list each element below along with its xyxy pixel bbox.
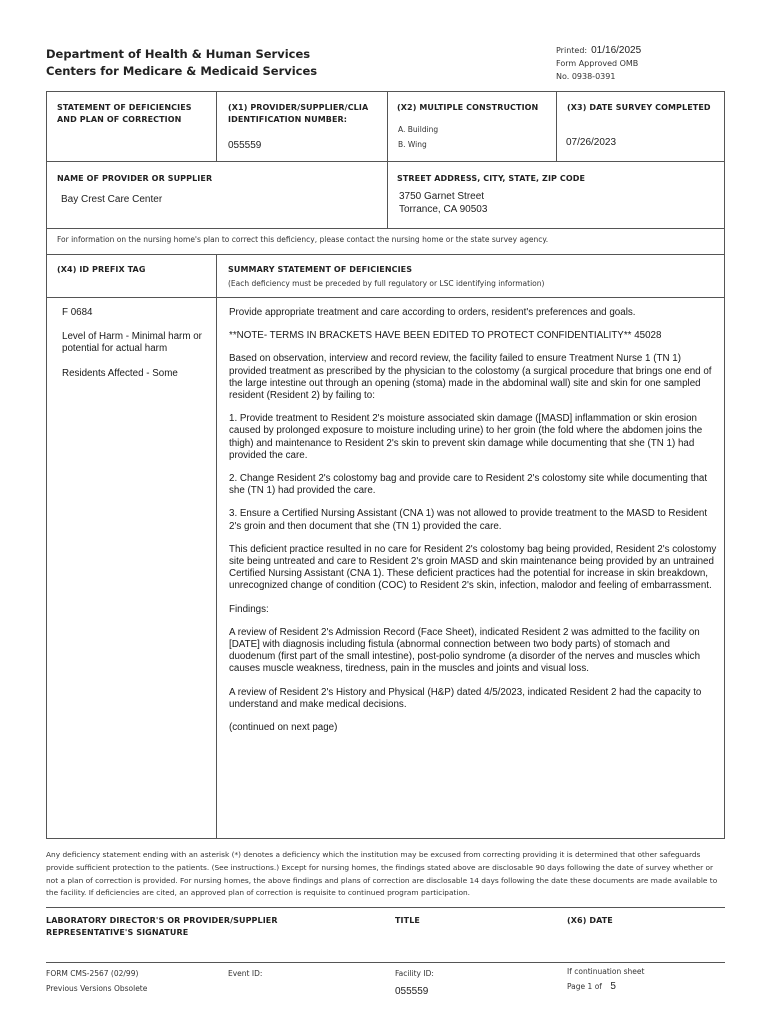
- divider: [216, 254, 217, 839]
- divider: [46, 297, 725, 298]
- printed-label: Printed:: [556, 46, 588, 55]
- form-approved: Form Approved OMB: [556, 59, 639, 68]
- summary-paragraph: 3. Ensure a Certified Nursing Assistant (CNA 1) was not allowed to provide treatment to the MASD to Resident 2's groin and then document that she (TN 1) provided the care.: [229, 508, 708, 532]
- x3-label: (X3) DATE SURVEY COMPLETED: [567, 103, 711, 112]
- level-of-harm: Level of Harm - Minimal harm or potential for actual harm: [62, 331, 202, 355]
- address-line1: 3750 Garnet Street: [399, 191, 485, 202]
- summary-paragraph: A review of Resident 2's History and Physical (H&P) dated 4/5/2023, indicated Resident 2 had the capacity to understand and make medical decisions.: [229, 686, 702, 710]
- omb-number: No. 0938-0391: [556, 72, 616, 81]
- disclaimer: Any deficiency statement ending with an asterisk (*) denotes a deficiency which the institution may be excused from correcting providing it is determined that other safeguards provide sufficient protection to the patients. (See instructions.) Except for nursing homes, the findings stated above are disclosable 90 days following the date of survey whether or not a plan of correction is provided. For nursing homes, the above findings and plans of correction are disclosable 14 days following the date these documents are made available to the facility. If deficiencies are cited, an approved plan of correction is requisite to continued program participation.: [46, 850, 718, 898]
- summary-label: SUMMARY STATEMENT OF DEFICIENCIES: [228, 265, 413, 274]
- tag-column: [62, 307, 212, 392]
- summary-statement: [229, 307, 717, 745]
- summary-paragraph: **NOTE- TERMS IN BRACKETS HAVE BEEN EDITED TO PROTECT CONFIDENTIALITY** 45028: [229, 330, 662, 342]
- summary-paragraph: Provide appropriate treatment and care according to orders, resident's preferences and goals.: [229, 307, 636, 318]
- page-indicator: [567, 980, 616, 993]
- x2-label: (X2) MULTIPLE CONSTRUCTION: [397, 103, 539, 112]
- previous-versions: Previous Versions Obsolete: [46, 984, 148, 993]
- printed-line: [556, 44, 641, 57]
- divider: [216, 91, 217, 161]
- department-title: Department of Health & Human Services: [46, 47, 311, 61]
- address-label: STREET ADDRESS, CITY, STATE, ZIP CODE: [397, 174, 586, 183]
- divider: [46, 228, 725, 229]
- statement-label: STATEMENT OF DEFICIENCIES AND PLAN OF CORRECTION: [57, 103, 192, 124]
- divider: [46, 962, 725, 963]
- x3-value: 07/26/2023: [566, 137, 617, 148]
- divider: [387, 91, 388, 228]
- printed-date: 01/16/2025: [591, 45, 642, 56]
- agency-header: [46, 46, 317, 80]
- divider: [46, 161, 725, 162]
- facility-id-value: 055559: [395, 986, 429, 997]
- summary-paragraph: 1. Provide treatment to Resident 2's moisture associated skin damage ([MASD] inflammation or skin erosion caused by prolonged exposure to moisture including urine) to her groin (the fold where the abdomen joins the thigh) and maintenance to Resident 2's skin to prevent skin damage while documenting that she (TN 1) had provided the care.: [229, 413, 703, 461]
- divider: [46, 907, 725, 908]
- page-total: 5: [610, 981, 616, 992]
- summary-paragraph: 2. Change Resident 2's colostomy bag and provide care to Resident 2's colostomy site while documenting that she (TN 1) had provided the care.: [229, 473, 708, 497]
- x4-label: (X4) ID PREFIX TAG: [57, 265, 146, 274]
- provider-name-label: NAME OF PROVIDER OR SUPPLIER: [57, 174, 213, 183]
- form-info: [556, 44, 641, 83]
- page-label: Page 1 of: [567, 982, 602, 991]
- summary-paragraph: This deficient practice resulted in no care for Resident 2's colostomy bag being provided, Resident 2's colostomy site being untreated and care to Resident 2's groin MASD and skin maintenance being provided by an untrained Certified Nursing Assistant (CNA 1). These deficient practices had the potential for increase in skin breakdown, unrecognized change of condition (COC) to Resident 2's skin, infection, malodor and feeling of embarrassment.: [229, 543, 717, 592]
- event-id-label: Event ID:: [228, 969, 263, 978]
- title-label: TITLE: [395, 916, 420, 925]
- summary-paragraph: Findings:: [229, 603, 269, 615]
- x2-wing: B. Wing: [398, 140, 427, 149]
- info-line: For information on the nursing home's plan to correct this deficiency, please contact the nursing home or the state survey agency.: [57, 235, 549, 244]
- provider-name: Bay Crest Care Center: [61, 194, 163, 205]
- divider: [556, 91, 557, 161]
- facility-id-label: Facility ID:: [395, 969, 434, 978]
- date-label: (X6) DATE: [567, 916, 613, 925]
- director-signature-label: LABORATORY DIRECTOR'S OR PROVIDER/SUPPLIER REPRESENTATIVE'S SIGNATURE: [46, 916, 278, 937]
- summary-sub: (Each deficiency must be preceded by full regulatory or LSC identifying information): [228, 279, 545, 288]
- address-line2: Torrance, CA 90503: [399, 204, 488, 215]
- residents-affected: Residents Affected - Some: [62, 367, 178, 379]
- summary-paragraph: Based on observation, interview and record review, the facility failed to ensure Treatment Nurse 1 (TN 1) provided treatment as prescribed by the physician to the colostomy (a surgical procedure that brings one end of the large intestine out through an opening (stoma) made in the abdominal wall) site and skin for one sampled resident (Resident 2) by failing to:: [229, 353, 712, 402]
- divider: [46, 254, 725, 255]
- continued-note: (continued on next page): [229, 722, 338, 734]
- tag-id: F 0684: [62, 307, 93, 318]
- x1-label: (X1) PROVIDER/SUPPLIER/CLIA IDENTIFICATION NUMBER:: [228, 103, 369, 124]
- summary-paragraph: A review of Resident 2's Admission Record (Face Sheet), indicated Resident 2 was admitted to the facility on [DATE] with diagnosis including fistula (abnormal connection between two body parts) of stomach and duodenum (first part of the small intestine), post-polio syndrome (a disorder of the nerves and muscles which causes muscle weakness, tiredness, pain in the muscles and joints and visual loss.: [229, 626, 701, 675]
- x2-building: A. Building: [398, 125, 439, 134]
- form-number: FORM CMS-2567 (02/99): [46, 969, 139, 978]
- centers-title: Centers for Medicare & Medicaid Services: [46, 64, 318, 78]
- continuation-note: If continuation sheet: [567, 967, 645, 976]
- x1-value: 055559: [228, 140, 262, 151]
